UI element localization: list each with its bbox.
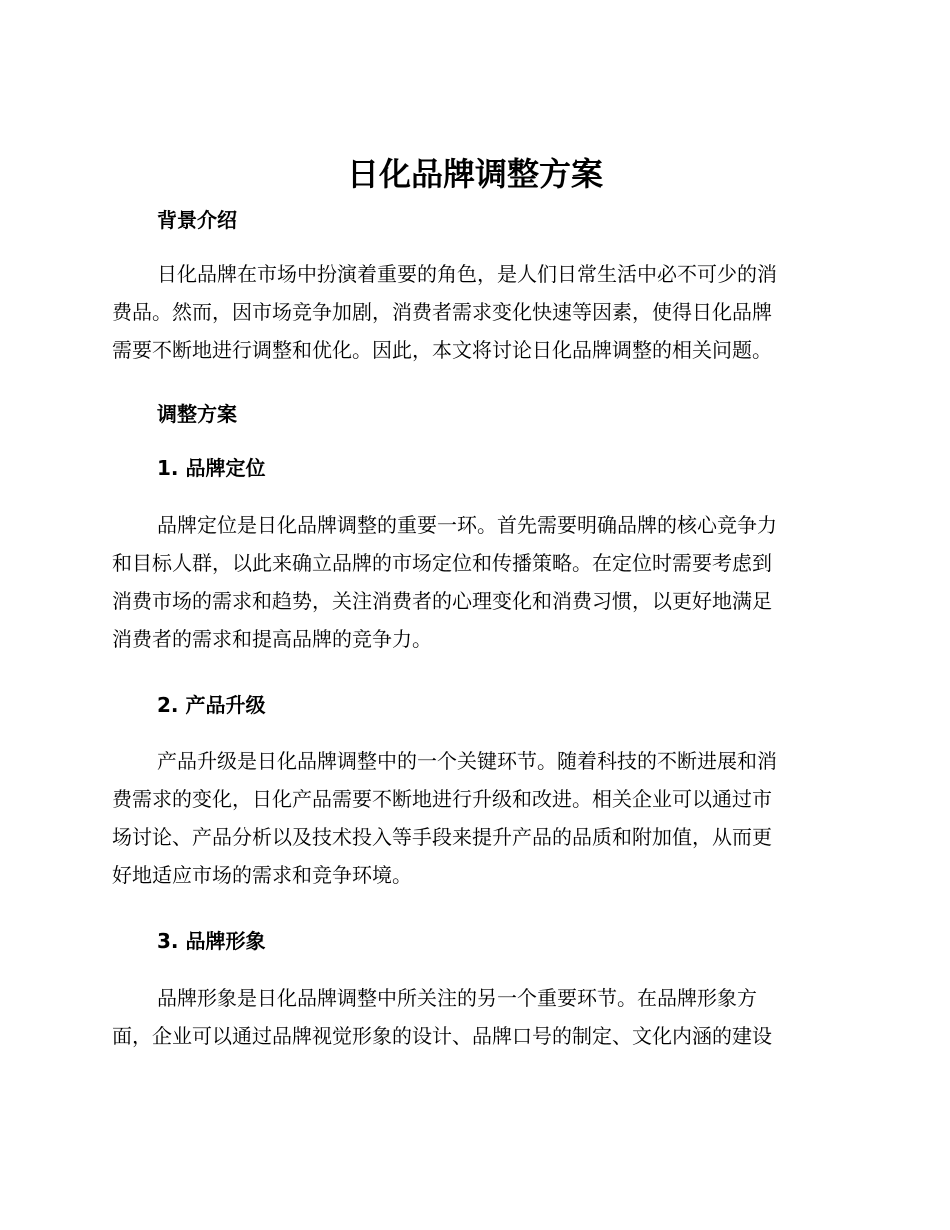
paragraph-line: 品牌定位是日化品牌调整的重要一环。首先需要明确品牌的核心竞争力 bbox=[157, 513, 777, 537]
section-heading-image: 3. 品牌形象 bbox=[157, 929, 266, 953]
paragraph-line: 需要不断地进行调整和优化。因此，本文将讨论日化品牌调整的相关问题。 bbox=[112, 338, 772, 362]
paragraph-line: 产品升级是日化品牌调整中的一个关键环节。随着科技的不断进展和消 bbox=[157, 749, 777, 773]
page-title: 日化品牌调整方案 bbox=[346, 155, 603, 193]
paragraph-line: 费品。然而，因市场竞争加剧，消费者需求变化快速等因素，使得日化品牌 bbox=[112, 300, 772, 324]
paragraph-upgrade bbox=[112, 742, 832, 894]
paragraph-line: 日化品牌在市场中扮演着重要的角色，是人们日常生活中必不可少的消 bbox=[157, 262, 777, 286]
paragraph-line: 消费者的需求和提高品牌的竞争力。 bbox=[112, 627, 432, 651]
section-heading-plan: 调整方案 bbox=[157, 402, 237, 426]
paragraph-line: 消费市场的需求和趋势，关注消费者的心理变化和消费习惯，以更好地满足 bbox=[112, 589, 772, 613]
paragraph-background bbox=[112, 255, 832, 369]
paragraph-line: 好地适应市场的需求和竞争环境。 bbox=[112, 863, 412, 887]
paragraph-line: 品牌形象是日化品牌调整中所关注的另一个重要环节。在品牌形象方 bbox=[157, 986, 757, 1010]
section-heading-upgrade: 2. 产品升级 bbox=[157, 693, 266, 717]
paragraph-line: 费需求的变化，日化产品需要不断地进行升级和改进。相关企业可以通过市 bbox=[112, 787, 772, 811]
paragraph-positioning bbox=[112, 506, 832, 658]
paragraph-line: 和目标人群，以此来确立品牌的市场定位和传播策略。在定位时需要考虑到 bbox=[112, 551, 772, 575]
paragraph-line: 面，企业可以通过品牌视觉形象的设计、品牌口号的制定、文化内涵的建设 bbox=[112, 1024, 772, 1048]
section-heading-positioning: 1. 品牌定位 bbox=[157, 456, 266, 480]
section-heading-background: 背景介绍 bbox=[157, 208, 237, 232]
paragraph-image bbox=[112, 979, 832, 1055]
paragraph-line: 场讨论、产品分析以及技术投入等手段来提升产品的品质和附加值，从而更 bbox=[112, 825, 772, 849]
